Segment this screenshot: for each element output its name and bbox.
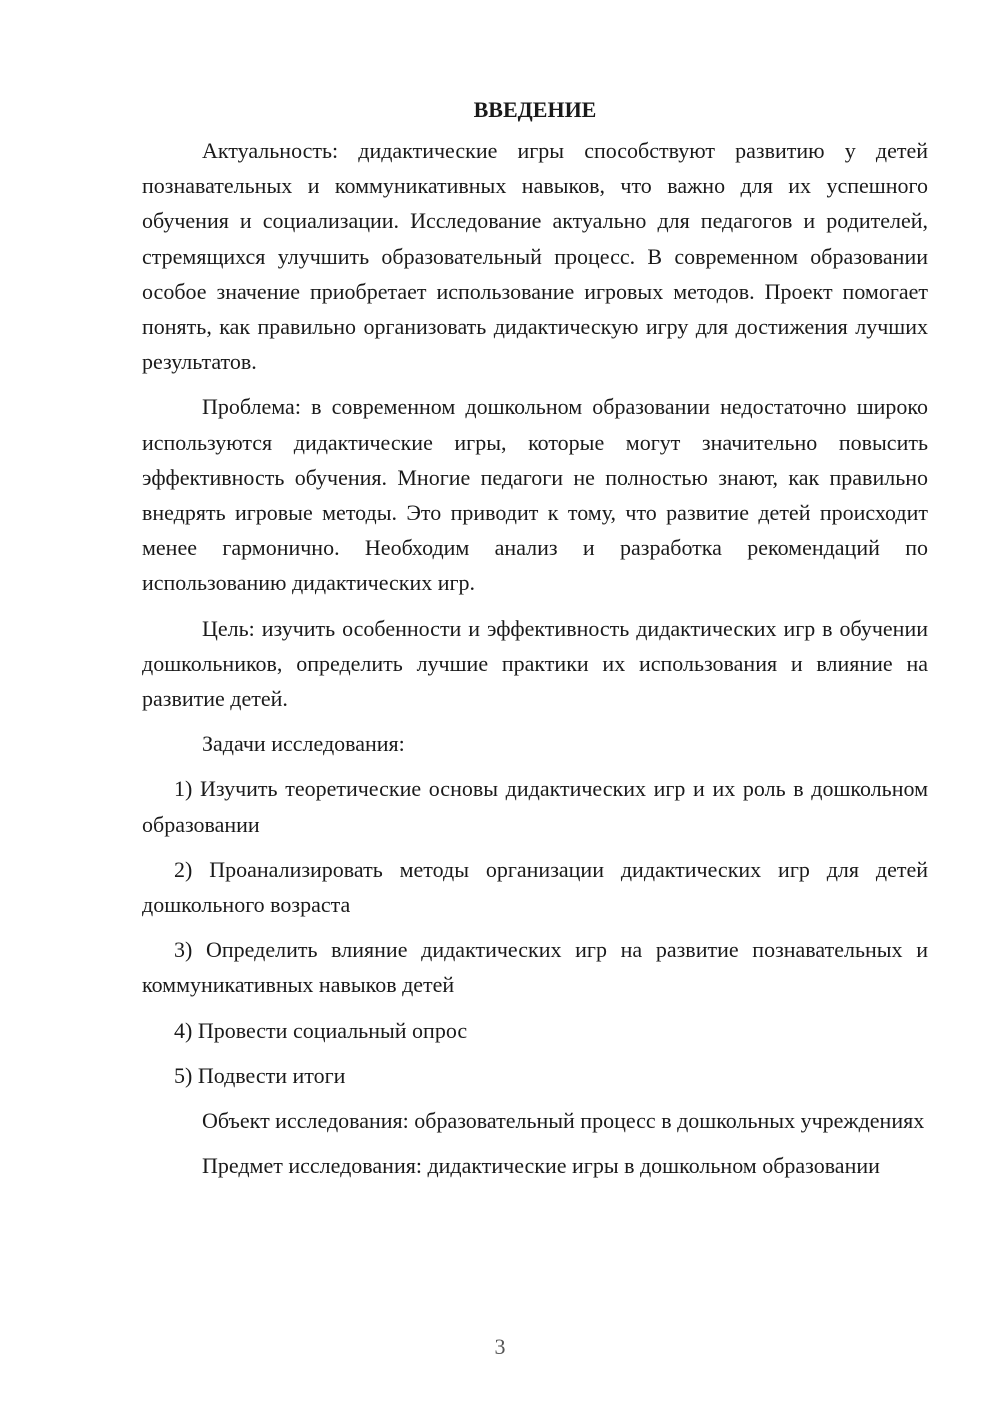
paragraph-goal: Цель: изучить особенности и эффективность дидактических игр в обучении дошкольников, определить лучшие практики их использования и влияние на развитие детей. bbox=[142, 615, 928, 712]
paragraph-relevance: Актуальность: дидактические игры способствуют развитию у детей познавательных и коммуникативных навыков, что важно для их успешного обучения и социализации. Исследование актуально для педагогов и родителей, стремящихся улучшить образовательный процесс. В современном образовании особое значение приобретает использование игровых методов. Проект помогает понять, как правильно организовать дидактическую игру для достижения лучших результатов. bbox=[142, 138, 928, 375]
page-title: ВВЕДЕНИЕ bbox=[473, 97, 597, 122]
task-item-3: 3) Определить влияние дидактических игр на развитие познавательных и коммуникативных навыков детей bbox=[142, 937, 928, 998]
document-page bbox=[142, 92, 928, 1193]
task-item-2: 2) Проанализировать методы организации дидактических игр для детей дошкольного возраста bbox=[142, 856, 928, 918]
task-item-4: 4) Провести социальный опрос bbox=[174, 1017, 468, 1043]
page-number: 3 bbox=[494, 1334, 506, 1359]
paragraph-subject: Предмет исследования: дидактические игры в дошкольном образовании bbox=[202, 1153, 880, 1179]
paragraph-problem: Проблема: в современном дошкольном образовании недостаточно широко используются дидактические игры, которые могут значительно повысить эффективность обучения. Многие педагоги не полностью знают, как правильно внедрять игровые методы. Это приводит к тому, что развитие детей происходит менее гармонично. Необходим анализ и разработка рекомендаций по использованию дидактических игр. bbox=[142, 394, 928, 596]
tasks-heading: Задачи исследования: bbox=[202, 731, 405, 757]
task-item-1: 1) Изучить теоретические основы дидактических игр и их роль в дошкольном образовании bbox=[142, 776, 928, 837]
task-item-5: 5) Подвести итоги bbox=[174, 1062, 346, 1088]
paragraph-object: Объект исследования: образовательный процесс в дошкольных учреждениях bbox=[202, 1108, 925, 1134]
